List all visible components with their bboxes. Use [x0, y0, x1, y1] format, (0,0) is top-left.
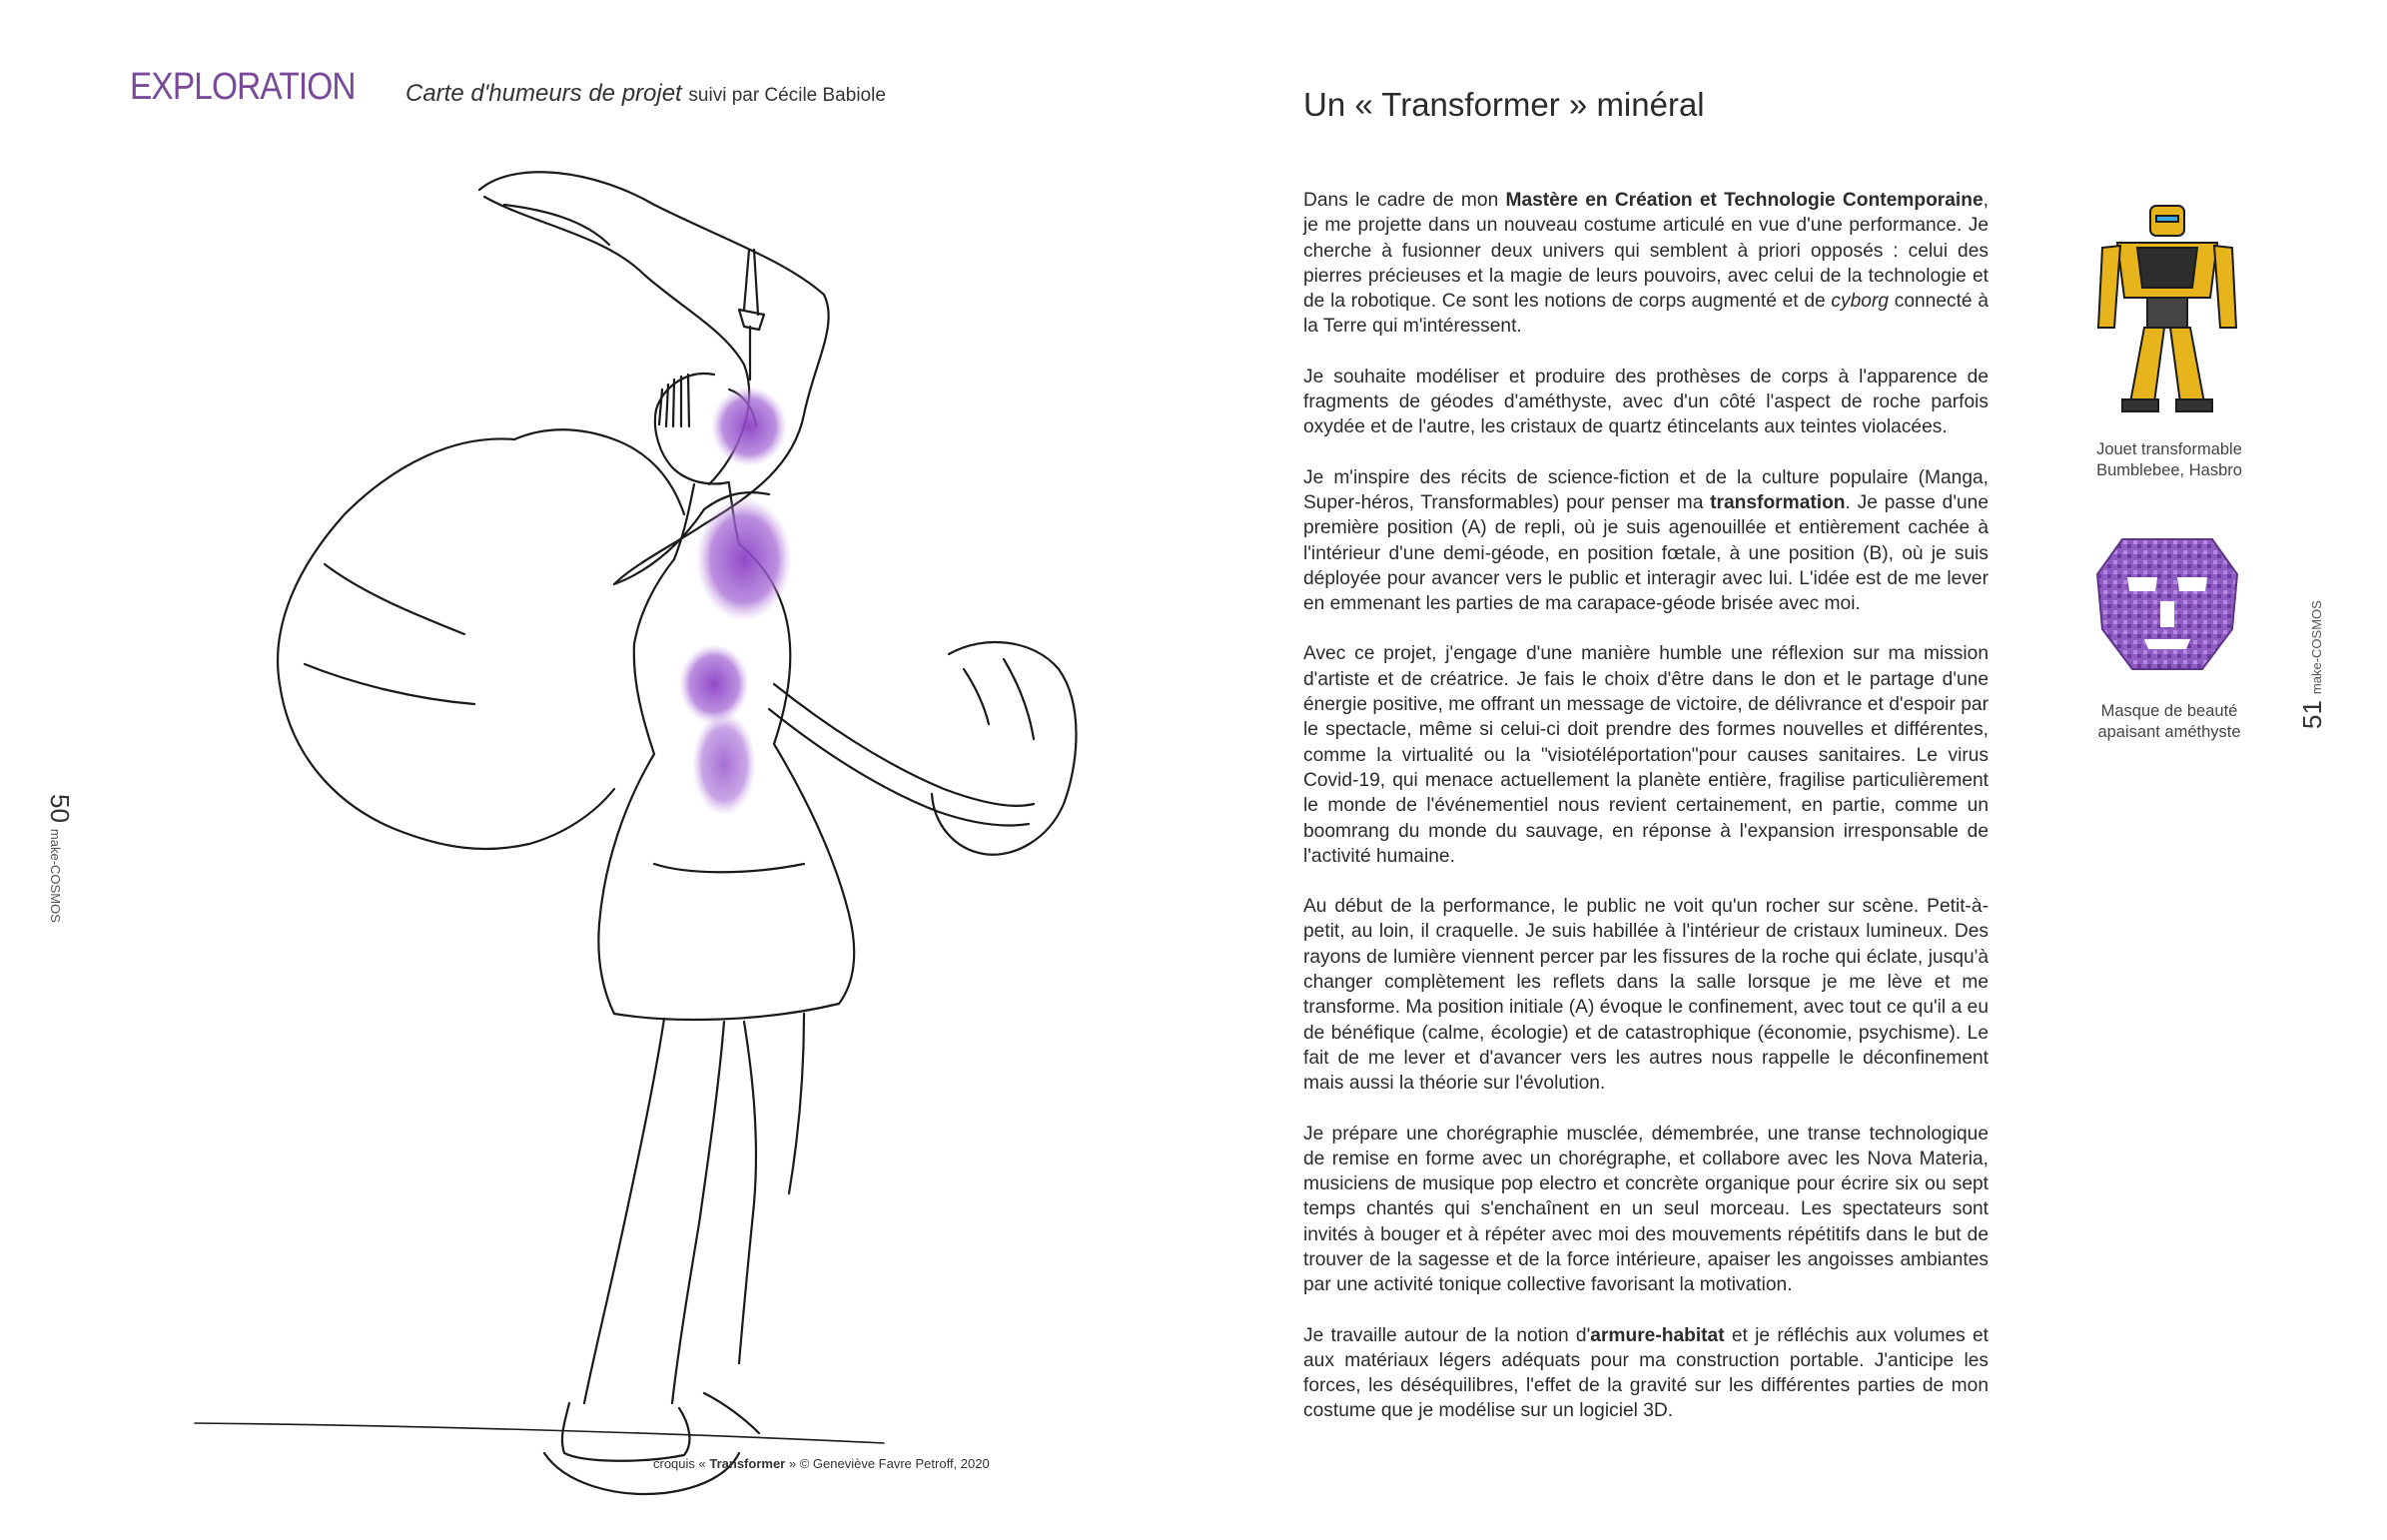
paragraph-3 [1303, 465, 1989, 617]
p1-text-c: , je me projette dans un nouveau costume articulé en vue d'une performance. Je cherche à fusionner deux univers qui semblent à priori opposés : celui des pierres précieuses et la magie de leurs pouvoirs, avec celui de la technologie et de la robotique. Ce sont les notions de corps augmenté et de [1303, 190, 1989, 313]
p7-text-a: Je travaille autour de la notion d' [1303, 1324, 1591, 1346]
credit-title: Transformer [709, 1456, 786, 1471]
paragraph-1 [1303, 188, 1989, 340]
paragraph-4: Avec ce projet, j'engage d'une manière humble une réflexion sur ma mission d'artiste et de créatrice. Je fais le choix d'être dans le don et le partage d'une énergie positive, me offrant un message de victoire, de délivrance et d'espoir par le spectacle, même si celui-ci doit prendre des formes nouvelles et différentes, comme la virtualité ou la "visiotéléportation"pour causes sanitaires. Le virus Covid-19, qui menace actuellement la planète entière, fragilise particulièrement le monde de l'événementiel nous revient certainement, en partie, comme un boomrang du monde du sauvage, en réponse à l'expansion irresponsable de l'activité humaine. [1303, 643, 1989, 867]
caption-mask-line2: apaisant améthyste [2097, 723, 2241, 741]
page-subtitle [405, 80, 886, 108]
p7-bold: armure-habitat [1590, 1324, 1725, 1346]
article-body [1303, 188, 1989, 1449]
paragraph-7 [1303, 1323, 1989, 1424]
paragraph-2: Je souhaite modéliser et produire des prothèses de corps à l'apparence de fragments de géodes d'améthyste, avec d'un côté l'aspect de roche parfois oxydée et de l'autre, les cristaux de quartz étincelants aux teintes violacées. [1303, 366, 1989, 438]
section-title: EXPLORATION [130, 66, 356, 108]
page-number-right: 51 [2297, 700, 2327, 729]
caption-bumblebee [2079, 439, 2259, 481]
article-title: Un « Transformer » minéral [1303, 86, 1705, 123]
illustration-credit [653, 1456, 990, 1471]
p3-text-a: Je m'inspire des récits de science-fiction et de la culture populaire (Manga, Super-héros, Transformables) pour penser ma [1303, 466, 1989, 513]
caption-mask-line1: Masque de beauté [2100, 702, 2238, 720]
caption-bumblebee-line2: Bumblebee, Hasbro [2096, 461, 2242, 479]
magazine-name-right: make-COSMOS [2309, 600, 2324, 695]
paragraph-6: Je prépare une chorégraphie musclée, démembrée, une transe technologique de remise en forme avec un chorégraphe, et collabore avec les Nova Materia, musiciens de musique pop electro et concrète organique pour écrire six ou sept temps chantés qui s'enchaînent en un seul morceau. Les spectateurs sont invités à bouger et à répéter avec moi des mouvements répétitifs dans le but de trouver de la sagesse et de la force intérieure, apaiser les angoisses ambiantes par une activité tonique collective favorisant la motivation. [1303, 1123, 1989, 1296]
credit-prefix: croquis « [653, 1456, 706, 1471]
p3-bold: transformation [1710, 491, 1846, 513]
transformer-sketch [185, 165, 1084, 1508]
paragraph-5: Au début de la performance, le public ne voit qu'un rocher sur scène. Petit-à-petit, au loin, il craquelle. Je suis habillée à l'intérieur de cristaux lumineux. Des rayons de lumière viennent percer par les fissures de la roche qui éclate, jusqu'à changer complètement les reflets dans la salle lorsque je me lève et me transforme. Ma position initiale (A) évoque le confinement, avec tout ce qu'il a eu de bénéfique (calme, écologie) et de catastrophique (économie, psychisme). Le fait de me lever et d'avancer vers les autres nous rappelle le déconfinement mais aussi la théorie sur l'évolution. [1303, 896, 1989, 1095]
caption-mask [2079, 701, 2259, 743]
p7-text-c: et je réfléchis aux volumes et aux matériaux légers adéquats pour ma construction portable. J'anticipe les forces, les déséquilibres, l'effet de la gravité sur les différentes parties de mon costume que je modélise sur un logiciel 3D. [1303, 1324, 1989, 1422]
p1-bold: Mastère en Création et Technologie Contemporaine [1505, 190, 1984, 211]
p1-italic: cyborg [1831, 291, 1889, 313]
folio-right [2297, 600, 2387, 729]
amethyst-mask-image [2092, 529, 2242, 679]
magazine-name-left: make-COSMOS [48, 828, 63, 923]
subtitle-italic: Carte d'humeurs de projet [405, 80, 682, 107]
subtitle-supervisor: suivi par Cécile Babiole [688, 85, 886, 106]
folio-left [0, 794, 75, 923]
page-number-left: 50 [45, 794, 75, 823]
p1-text-e: connecté à la Terre qui m'intéressent. [1303, 291, 1989, 338]
credit-suffix: » © Geneviève Favre Petroff, 2020 [788, 1456, 990, 1471]
p3-text-c: . Je passe d'une première position (A) de repli, où je suis agenouillée et entièrement cachée à l'intérieur d'une demi-géode, en position fœtale, à une position (B), où je suis déployée pour avancer vers le public et interagir avec lui. L'idée est de me lever en emmenant les parties de ma carapace-géode brisée avec moi. [1303, 491, 1989, 615]
bumblebee-toy-image [2092, 188, 2242, 417]
p1-text-a: Dans le cadre de mon [1303, 190, 1506, 211]
caption-bumblebee-line1: Jouet transformable [2096, 440, 2242, 458]
